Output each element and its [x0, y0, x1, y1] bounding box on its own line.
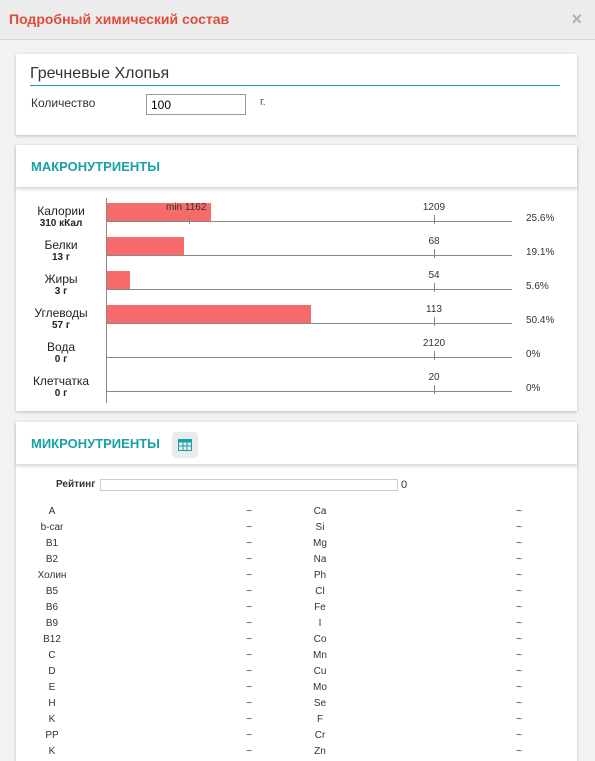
micronutrient-name: Si — [315, 522, 325, 533]
product-card — [16, 54, 577, 135]
micronutrient-name: Cl — [315, 586, 325, 597]
micronutrient-name: B9 — [45, 618, 59, 629]
macronutrient-row — [16, 370, 577, 404]
rating-bar — [100, 479, 398, 491]
micronutrient-value: ~ — [246, 666, 252, 677]
norm-label: 2120 — [422, 338, 446, 349]
micronutrient-name: K — [48, 714, 56, 725]
micronutrient-name: Холин — [37, 570, 67, 581]
micronutrient-name: F — [316, 714, 324, 725]
micronutrient-name: Mn — [313, 650, 327, 661]
nutrient-percent: 0% — [526, 383, 541, 394]
macronutrient-row — [16, 200, 577, 234]
nutrient-percent: 19.1% — [526, 247, 555, 258]
product-name: Гречневые Хлопья — [30, 65, 560, 86]
micronutrient-name: Mo — [313, 682, 327, 693]
micronutrient-value: ~ — [516, 650, 522, 661]
micronutrient-value: ~ — [246, 522, 252, 533]
macronutrients-heading: МАКРОНУТРИЕНТЫ — [31, 159, 160, 174]
macronutrients-card — [16, 145, 577, 411]
micronutrient-name: E — [48, 682, 56, 693]
micronutrient-value: ~ — [246, 650, 252, 661]
nutrient-name: Клетчатка — [32, 374, 90, 388]
micronutrient-name: b-car — [40, 522, 64, 533]
micronutrient-name: Co — [313, 634, 327, 645]
micronutrient-name: Fe — [314, 602, 326, 613]
bar-baseline — [107, 357, 512, 358]
macronutrients-header — [16, 145, 577, 188]
micronutrient-value: ~ — [516, 506, 522, 517]
micronutrient-value: ~ — [516, 522, 522, 533]
nutrient-bar — [107, 305, 311, 323]
micronutrient-name: Ca — [313, 506, 327, 517]
norm-tick — [434, 215, 435, 224]
micronutrient-value: ~ — [246, 730, 252, 741]
micronutrient-name: B1 — [45, 538, 59, 549]
norm-tick — [434, 317, 435, 326]
nutrient-amount: 0 г — [54, 354, 68, 365]
micronutrient-name: Ph — [313, 570, 327, 581]
micronutrient-name: B5 — [45, 586, 59, 597]
micronutrient-name: C — [48, 650, 56, 661]
micronutrient-value: ~ — [516, 586, 522, 597]
quantity-input[interactable] — [146, 94, 246, 115]
nutrient-name: Вода — [46, 340, 76, 354]
nutrient-bar — [107, 237, 184, 255]
micronutrient-value: ~ — [246, 714, 252, 725]
nutrient-name: Жиры — [44, 272, 78, 286]
nutrient-bar — [107, 271, 130, 289]
micronutrient-value: ~ — [246, 586, 252, 597]
norm-tick — [434, 283, 435, 292]
nutrient-name: Калории — [37, 204, 85, 218]
nutrient-percent: 0% — [526, 349, 541, 360]
micronutrient-value: ~ — [516, 554, 522, 565]
micronutrient-value: ~ — [516, 634, 522, 645]
norm-label: 113 — [426, 304, 442, 315]
quantity-label: Количество — [31, 96, 96, 110]
micronutrient-name: I — [318, 618, 322, 629]
close-icon[interactable]: × — [571, 9, 582, 29]
micronutrient-value: ~ — [516, 618, 522, 629]
min-tick — [189, 215, 190, 224]
micronutrient-name: Cu — [313, 666, 327, 677]
nutrient-amount: 57 г — [51, 320, 71, 331]
micronutrient-name: Se — [313, 698, 327, 709]
nutrient-percent: 50.4% — [526, 315, 555, 326]
macronutrient-row — [16, 268, 577, 302]
bar-baseline — [107, 221, 512, 222]
nutrient-name: Белки — [44, 238, 78, 252]
micronutrient-value: ~ — [246, 554, 252, 565]
norm-label: 54 — [428, 270, 440, 281]
micronutrient-name: B2 — [45, 554, 59, 565]
nutrient-percent: 5.6% — [526, 281, 549, 292]
norm-tick — [434, 385, 435, 394]
rating-value: 0 — [401, 479, 408, 491]
bar-baseline — [107, 391, 512, 392]
micronutrient-value: ~ — [516, 714, 522, 725]
micronutrient-name: Na — [313, 554, 327, 565]
micronutrient-name: Zn — [314, 746, 326, 757]
macronutrient-row — [16, 336, 577, 370]
micronutrient-name: A — [48, 506, 56, 517]
micronutrient-name: H — [48, 698, 56, 709]
micronutrients-heading: МИКРОНУТРИЕНТЫ — [31, 436, 160, 451]
micronutrients-header — [16, 422, 577, 465]
nutrient-amount: 13 г — [51, 252, 71, 263]
rating-label: Рейтинг — [56, 479, 96, 490]
micronutrient-name: D — [48, 666, 56, 677]
micronutrient-value: ~ — [246, 570, 252, 581]
micronutrient-value: ~ — [246, 506, 252, 517]
micronutrient-value: ~ — [246, 602, 252, 613]
micronutrient-name: B6 — [45, 602, 59, 613]
micronutrient-value: ~ — [246, 746, 252, 757]
micronutrient-value: ~ — [246, 618, 252, 629]
nutrient-amount: 3 г — [54, 286, 68, 297]
dialog-title: Подробный химический состав — [9, 11, 230, 27]
min-label: min 1162 — [166, 202, 207, 213]
micronutrient-value: ~ — [516, 730, 522, 741]
micronutrient-value: ~ — [246, 634, 252, 645]
micronutrient-value: ~ — [516, 570, 522, 581]
table-icon[interactable] — [172, 432, 198, 458]
micronutrient-value: ~ — [516, 746, 522, 757]
nutrient-percent: 25.6% — [526, 213, 555, 224]
norm-label: 20 — [428, 372, 440, 383]
micronutrients-card — [16, 422, 577, 761]
micronutrient-value: ~ — [246, 538, 252, 549]
bar-baseline — [107, 289, 512, 290]
macronutrient-row — [16, 302, 577, 336]
micronutrient-value: ~ — [516, 682, 522, 693]
bar-baseline — [107, 255, 512, 256]
nutrient-amount: 310 кКал — [39, 218, 83, 229]
macronutrient-row — [16, 234, 577, 268]
norm-label: 1209 — [422, 202, 446, 213]
nutrient-amount: 0 г — [54, 388, 68, 399]
micronutrient-value: ~ — [516, 538, 522, 549]
micronutrient-value: ~ — [246, 698, 252, 709]
micronutrient-value: ~ — [516, 602, 522, 613]
micronutrient-value: ~ — [246, 682, 252, 693]
micronutrient-name: K — [48, 746, 56, 757]
micronutrient-name: B12 — [43, 634, 61, 645]
nutrient-name: Углеводы — [34, 306, 88, 320]
dialog-titlebar — [0, 0, 595, 40]
micronutrient-value: ~ — [516, 666, 522, 677]
micronutrient-value: ~ — [516, 698, 522, 709]
micronutrient-name: PP — [45, 730, 59, 741]
micronutrient-name: Cr — [314, 730, 326, 741]
norm-label: 68 — [428, 236, 440, 247]
quantity-unit: г. — [260, 96, 266, 108]
norm-tick — [434, 351, 435, 360]
bar-baseline — [107, 323, 512, 324]
norm-tick — [434, 249, 435, 258]
micronutrient-name: Mg — [313, 538, 327, 549]
